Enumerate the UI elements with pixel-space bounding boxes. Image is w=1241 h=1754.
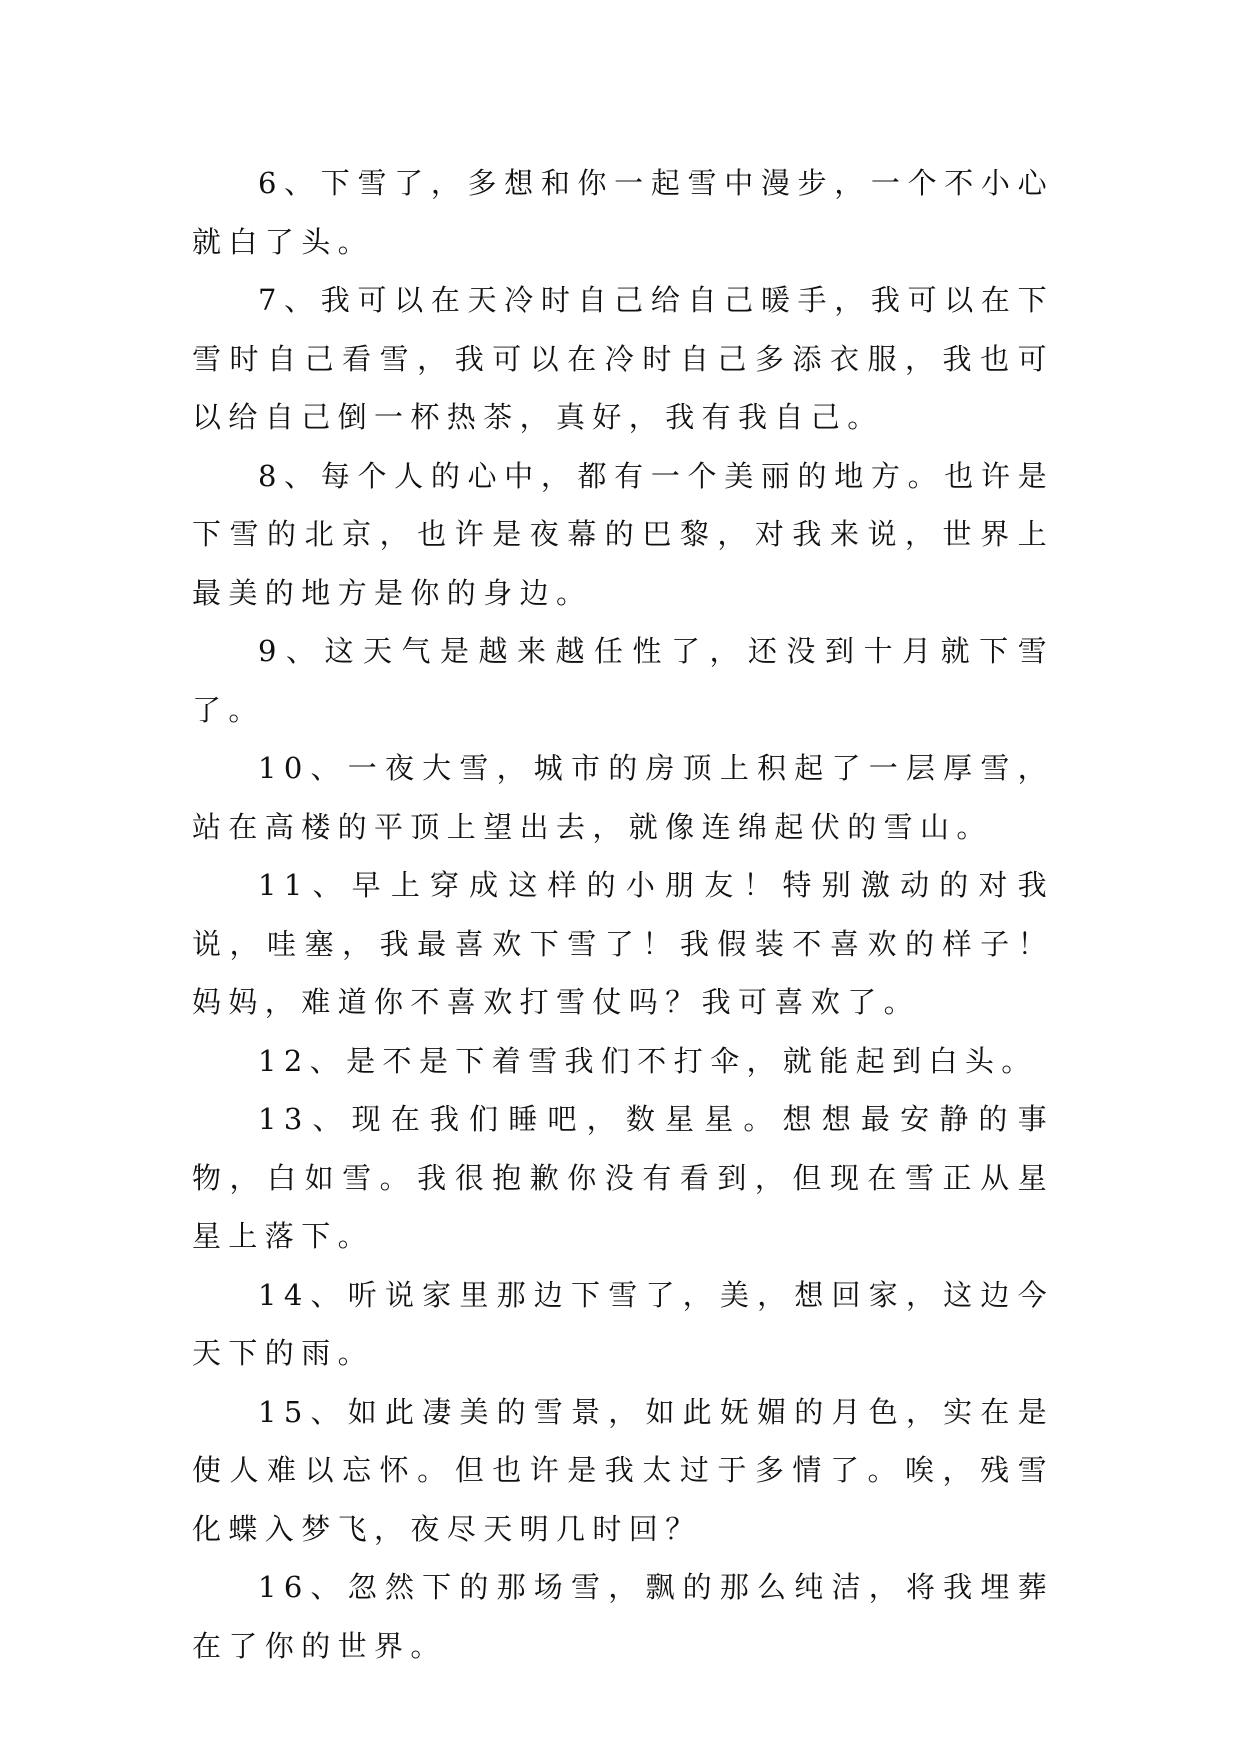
paragraph-6: 6、下雪了，多想和你一起雪中漫步，一个不小心就白了头。 xyxy=(192,166,1054,259)
paragraph-16: 16、忽然下的那场雪，飘的那么纯洁，将我埋葬在了你的世界。 xyxy=(192,1570,1054,1663)
paragraph-9: 9、这天气是越来越任性了，还没到十月就下雪了。 xyxy=(192,634,1054,727)
paragraph-13: 13、现在我们睡吧，数星星。想想最安静的事物，白如雪。我很抱歉你没有看到，但现在雪正从星星上落下。 xyxy=(192,1102,1054,1253)
document-body xyxy=(192,154,1054,1675)
paragraph-11: 11、早上穿成这样的小朋友！特别激动的对我说，哇塞，我最喜欢下雪了！我假装不喜欢的样子！妈妈，难道你不喜欢打雪仗吗？我可喜欢了。 xyxy=(192,868,1054,1019)
paragraph-14: 14、听说家里那边下雪了，美，想回家，这边今天下的雨。 xyxy=(192,1277,1054,1370)
paragraph-8: 8、每个人的心中，都有一个美丽的地方。也许是下雪的北京，也许是夜幕的巴黎，对我来说，世界上最美的地方是你的身边。 xyxy=(192,458,1054,610)
paragraph-15: 15、如此凄美的雪景，如此妩媚的月色，实在是使人难以忘怀。但也许是我太过于多情了。唉，残雪化蝶入梦飞，夜尽天明几时回？ xyxy=(192,1394,1054,1546)
paragraph-10: 10、一夜大雪，城市的房顶上积起了一层厚雪，站在高楼的平顶上望出去，就像连绵起伏的雪山。 xyxy=(192,751,1054,844)
paragraph-7: 7、我可以在天冷时自己给自己暖手，我可以在下雪时自己看雪，我可以在冷时自己多添衣服，我也可以给自己倒一杯热茶，真好，我有我自己。 xyxy=(192,283,1054,434)
paragraph-12: 12、是不是下着雪我们不打伞，就能起到白头。 xyxy=(258,1043,1038,1078)
